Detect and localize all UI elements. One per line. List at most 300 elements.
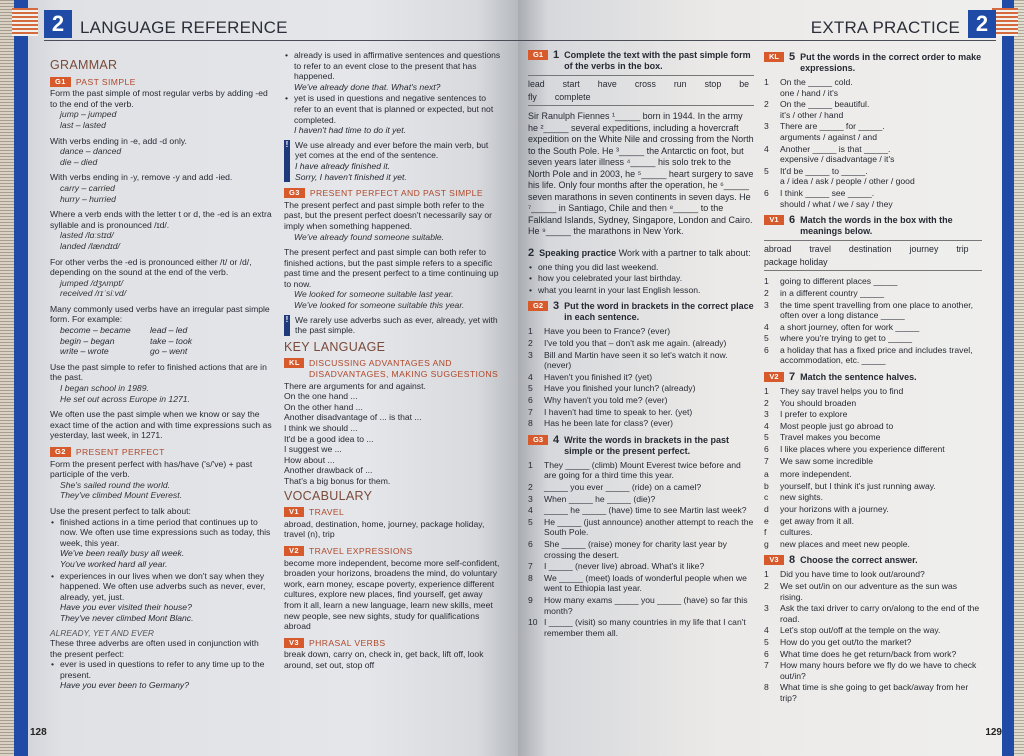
exercise-instruction: Match the words in the box with the meanings below. bbox=[800, 215, 953, 237]
v2-text: become more independent, become more self-confident, broaden your horizons, broadens the mind, do voluntary work, earn money, escape poverty, experience different cultures, explore new places, find yourself, get away from it all, learn a new language, learn new skills, meet new people, see new sights, study for qualifications abroad bbox=[284, 557, 500, 632]
box-word: be bbox=[739, 79, 750, 89]
item-text: where you're trying to get to _____ bbox=[780, 333, 913, 344]
example: jump – jumped bbox=[60, 109, 117, 120]
example: hurry – hurried bbox=[60, 193, 116, 204]
example: lasted /lɑːstɪd/ bbox=[60, 230, 114, 241]
item-number: 6 bbox=[764, 444, 769, 455]
list-item bbox=[528, 418, 754, 429]
item-text: more independent. bbox=[780, 469, 852, 480]
list-item bbox=[528, 595, 754, 616]
item-text: Have you finished your lunch? (already) bbox=[544, 383, 696, 394]
g1-p3: With verbs ending in -y, remove -y and add -ied. bbox=[50, 172, 233, 183]
list-item bbox=[60, 659, 272, 691]
kl-line: How about ... bbox=[284, 454, 335, 465]
page-number: 128 bbox=[30, 727, 47, 738]
item-number: 5 bbox=[764, 333, 769, 344]
item-text: How many exams _____ you _____ (have) so far this month? bbox=[544, 594, 748, 616]
item-text: I've told you that – don't ask me again. (already) bbox=[544, 338, 727, 349]
kl-title: DISCUSSING ADVANTAGES AND DISADVANTAGES, MAKING SUGGESTIONS bbox=[309, 358, 499, 380]
item-text: They say travel helps you to find bbox=[780, 386, 904, 397]
item-text: I prefer to explore bbox=[780, 409, 848, 420]
box-word: have bbox=[597, 79, 617, 89]
box-word: destination bbox=[848, 244, 892, 255]
example: jumped /dʒʌmpt/ bbox=[60, 277, 124, 288]
bullet-text: finished actions in a time period that continues up to now. We often use time expressions such as today, this week, this year. bbox=[60, 516, 271, 548]
list-item bbox=[528, 517, 754, 538]
g3-tag: G3 bbox=[284, 188, 305, 198]
v3-text: break down, carry on, check in, get back, lift off, look around, set out, stop off bbox=[284, 649, 484, 670]
g2-tag: G2 bbox=[50, 447, 71, 457]
item-text: He _____ (just announce) another attempt to reach the South Pole. bbox=[544, 516, 754, 538]
left-column-2 bbox=[284, 50, 502, 670]
bullet-text: yet is used in questions and negative sentences to refer to an event that is planned or expected, but not completed. bbox=[294, 93, 494, 125]
item-number: 6 bbox=[764, 344, 769, 355]
item-number: 2 bbox=[528, 338, 533, 349]
list-item bbox=[764, 121, 982, 142]
list-item bbox=[528, 460, 754, 481]
item-number: 7 bbox=[528, 561, 533, 572]
kl-line: On the other hand ... bbox=[284, 401, 363, 412]
g2-p3: These three adverbs are often used in conjunction with the present perfect: bbox=[50, 638, 259, 659]
item-number: 4 bbox=[764, 625, 769, 636]
item-text: On the _____ beautiful. bbox=[780, 99, 870, 110]
kl-tag: KL bbox=[764, 52, 784, 62]
list-item bbox=[764, 188, 982, 209]
g1-p6: Many commonly used verbs have an irregular past simple form. For example: bbox=[50, 303, 270, 325]
page-edge bbox=[0, 0, 14, 756]
right-page bbox=[518, 0, 1024, 756]
list-item bbox=[528, 573, 754, 594]
item-number: 4 bbox=[764, 143, 769, 154]
list-item bbox=[764, 456, 982, 467]
item-text: How many hours before we fly do we have to check out/in? bbox=[780, 660, 977, 681]
list-item bbox=[764, 603, 982, 624]
adverbs-list-continued bbox=[284, 50, 502, 136]
box-word: trip bbox=[956, 244, 969, 255]
item-text: You should broaden bbox=[780, 397, 857, 408]
list-item bbox=[528, 494, 754, 505]
list-item bbox=[764, 569, 982, 580]
item-number: 10 bbox=[528, 617, 538, 628]
item-text: On the _____ cold. bbox=[780, 77, 853, 87]
v2-tag: V2 bbox=[764, 372, 784, 382]
exercise-number: 1 bbox=[553, 49, 560, 61]
item-number: 1 bbox=[764, 569, 769, 580]
item-number: 3 bbox=[764, 603, 769, 614]
list-item bbox=[528, 617, 754, 638]
item-text: Travel makes you become bbox=[780, 432, 881, 443]
stripe-decoration-icon bbox=[12, 8, 38, 36]
item-text: Another _____ is that _____. bbox=[780, 143, 891, 154]
vocabulary-heading: VOCABULARY bbox=[284, 488, 373, 503]
item-text: _____ you ever _____ (ride) on a camel? bbox=[544, 482, 702, 492]
list-item bbox=[528, 372, 754, 383]
irregular-verbs-list bbox=[50, 325, 272, 357]
item-number: 6 bbox=[764, 648, 769, 659]
box-word: fly bbox=[528, 91, 537, 102]
kl-line: There are arguments for and against. bbox=[284, 380, 426, 391]
item-text: Has he been late for class? (ever) bbox=[544, 418, 673, 429]
note-text: We use already and ever before the main verb, but yet comes at the end of the sentence. bbox=[295, 139, 489, 161]
exercise-number: 3 bbox=[553, 300, 560, 313]
list-item bbox=[764, 432, 982, 443]
g1-heading bbox=[50, 77, 272, 88]
example: Have you ever visited their house? bbox=[60, 602, 192, 613]
irregular-verb: take – took bbox=[150, 335, 193, 346]
g3-p1: The present perfect and past simple both refer to the past, but the present perfect doesn't necessarily say or imply when something happened. bbox=[284, 199, 493, 231]
item-text: She _____ (raise) money for charity last year by crossing the desert. bbox=[544, 538, 727, 560]
example: carry – carried bbox=[60, 182, 115, 193]
v1-tag: V1 bbox=[764, 215, 784, 225]
exercise-8-heading bbox=[764, 555, 982, 566]
item-letter: a bbox=[764, 469, 769, 480]
box-word: cross bbox=[634, 79, 656, 89]
g1-p1: Form the past simple of most regular verbs by adding -ed to the end of the verb. bbox=[50, 88, 268, 109]
header-divider bbox=[44, 40, 518, 41]
item-number: 5 bbox=[528, 383, 533, 394]
item-text: What time is she going to get back/away from her trip? bbox=[780, 682, 969, 703]
already-yet-ever-heading: ALREADY, YET AND EVER bbox=[50, 627, 154, 638]
list-item bbox=[764, 333, 982, 344]
box-word: start bbox=[562, 79, 580, 89]
example: I have already finished it. bbox=[295, 160, 391, 171]
page-edge bbox=[1014, 0, 1024, 756]
list-item bbox=[764, 492, 982, 503]
exercise-8-list bbox=[764, 569, 982, 703]
item-text: I think _____ see _____. bbox=[780, 187, 875, 198]
exercise-6-list bbox=[764, 276, 982, 366]
exercise-6-heading bbox=[764, 215, 982, 237]
example: We've been really busy all week. bbox=[60, 548, 185, 559]
item-text: your horizons with a journey. bbox=[780, 504, 889, 514]
g1-p8: We often use the past simple when we know or say the exact time of the action and with time expressions such as yesterday, last week, in 1271. bbox=[50, 409, 272, 441]
item-number: 2 bbox=[764, 580, 769, 591]
grammar-heading: GRAMMAR bbox=[50, 58, 118, 72]
list-item bbox=[764, 682, 982, 703]
list-item bbox=[528, 338, 754, 349]
adverbs-list bbox=[50, 659, 272, 691]
list-item bbox=[294, 93, 502, 135]
note-text: We rarely use adverbs such as ever, already, yet with the past simple. bbox=[295, 314, 498, 336]
kl-line: I think we should ... bbox=[284, 423, 358, 433]
item-text: in a different country _____ bbox=[780, 287, 884, 298]
exercise-5-heading bbox=[764, 52, 982, 74]
item-text: How do you get out/to the market? bbox=[780, 636, 912, 647]
example: We've already found someone suitable. bbox=[294, 231, 445, 242]
kl-tag: KL bbox=[284, 358, 304, 368]
kl-line: Another drawback of ... bbox=[284, 465, 373, 476]
irregular-verb: write – wrote bbox=[60, 346, 109, 357]
item-number: 5 bbox=[764, 165, 769, 176]
item-text: We set out/in on our adventure as the sun was rising. bbox=[780, 580, 958, 602]
item-letter: g bbox=[764, 538, 769, 549]
v3-heading bbox=[284, 638, 502, 649]
list-item bbox=[764, 469, 982, 480]
list-item bbox=[764, 99, 982, 120]
example: Have you ever been to Germany? bbox=[60, 680, 189, 691]
bullet-text: ever is used in questions to refer to any time up to the present. bbox=[60, 659, 265, 680]
item-text: cultures. bbox=[780, 527, 813, 538]
item-text: Did you have time to look out/around? bbox=[780, 569, 925, 580]
example: I haven't had time to do it yet. bbox=[294, 125, 406, 136]
list-item bbox=[764, 581, 982, 602]
bullet-text: already is used in affirmative sentences and questions to refer to an event close to the present that has happened. bbox=[294, 50, 501, 82]
list-item bbox=[764, 649, 982, 660]
item-number: 1 bbox=[528, 326, 533, 337]
list-item bbox=[528, 505, 754, 516]
example: They've climbed Mount Everest. bbox=[60, 490, 183, 501]
note-box bbox=[284, 140, 502, 182]
list-item bbox=[528, 539, 754, 560]
list-item bbox=[764, 77, 982, 98]
exercise-2-heading bbox=[528, 248, 754, 259]
list-item bbox=[764, 288, 982, 299]
irregular-verb: go – went bbox=[150, 346, 188, 357]
list-item bbox=[528, 407, 754, 418]
kl-heading bbox=[284, 358, 502, 379]
item-text: What time does he get return/back from work? bbox=[780, 648, 957, 659]
item-text: They _____ (climb) Mount Everest twice before and are going for a third time this year. bbox=[544, 459, 741, 481]
list-item bbox=[528, 383, 754, 394]
header-divider bbox=[518, 40, 996, 41]
item-text: get away from it all. bbox=[780, 515, 855, 526]
example: landed /lændɪd/ bbox=[60, 240, 120, 251]
list-item bbox=[528, 482, 754, 493]
example: We've looked for someone suitable this year. bbox=[294, 300, 465, 311]
item-number: 3 bbox=[528, 349, 533, 360]
exercise-1-heading bbox=[528, 50, 754, 72]
item-letter: e bbox=[764, 515, 769, 526]
g1-p4: Where a verb ends with the letter t or d, the -ed is an extra syllable and is pronounced /ɪd/. bbox=[50, 209, 272, 230]
list-item bbox=[60, 571, 272, 624]
item-text: Why haven't you told me? (ever) bbox=[544, 395, 668, 406]
item-number: 3 bbox=[528, 493, 533, 504]
list-item bbox=[764, 660, 982, 681]
key-language-heading: KEY LANGUAGE bbox=[284, 339, 386, 354]
item-text: going to different places _____ bbox=[780, 276, 898, 287]
list-item bbox=[294, 50, 502, 92]
item-text: Ask the taxi driver to carry on/along to the end of the road. bbox=[780, 603, 980, 624]
item-text: We saw some incredible bbox=[780, 455, 873, 466]
v2-title: TRAVEL EXPRESSIONS bbox=[309, 545, 413, 556]
list-item bbox=[528, 561, 754, 572]
g1-p2: With verbs ending in -e, add -d only. bbox=[50, 135, 187, 146]
item-letter: f bbox=[764, 527, 767, 538]
exercise-4-list bbox=[528, 460, 754, 639]
exercise-3-list bbox=[528, 326, 754, 428]
page-number: 129 bbox=[985, 727, 1002, 738]
box-word: run bbox=[673, 79, 687, 89]
box-word: complete bbox=[554, 91, 591, 102]
list-item bbox=[764, 300, 982, 321]
list-item bbox=[764, 504, 982, 515]
exercise-number: 4 bbox=[553, 433, 560, 446]
item-number: 2 bbox=[764, 397, 769, 408]
list-item bbox=[764, 527, 982, 538]
item-text: Most people just go abroad to bbox=[780, 420, 894, 431]
list-item: • how you celebrated your last birthday. bbox=[538, 273, 754, 284]
exercise-instruction: Put the word in brackets in the correct place in each sentence. bbox=[564, 301, 754, 323]
irregular-verb: become – became bbox=[60, 325, 131, 336]
item-letter: d bbox=[764, 504, 769, 514]
g3-title: PRESENT PERFECT AND PAST SIMPLE bbox=[309, 188, 483, 199]
example: He set out across Europe in 1271. bbox=[60, 393, 190, 404]
v3-tag: V3 bbox=[764, 555, 784, 565]
item-number: 2 bbox=[764, 99, 769, 110]
item-text: There are _____ for _____. bbox=[780, 121, 885, 132]
example: last – lasted bbox=[60, 119, 106, 130]
item-text: a holiday that has a fixed price and includes travel, accommodation, etc. _____ bbox=[780, 344, 973, 366]
list-item bbox=[764, 637, 982, 648]
item-words: expensive / disadvantage / it's bbox=[780, 154, 895, 165]
item-number: 8 bbox=[764, 682, 769, 693]
item-text: yourself, but I think it's just running away. bbox=[780, 480, 936, 491]
exercise-5-list bbox=[764, 77, 982, 209]
exclamation-icon: ! bbox=[284, 140, 290, 182]
item-number: 7 bbox=[764, 660, 769, 671]
v3-tag: V3 bbox=[284, 638, 304, 648]
exercise-number: 2 bbox=[528, 246, 535, 259]
right-column-2 bbox=[764, 46, 982, 705]
list-item bbox=[764, 398, 982, 409]
irregular-verb: lead – led bbox=[150, 325, 188, 336]
page-title: LANGUAGE REFERENCE bbox=[80, 18, 288, 37]
list-item bbox=[764, 345, 982, 366]
example: They've never climbed Mont Blanc. bbox=[60, 612, 194, 623]
item-words: arguments / against / and bbox=[780, 131, 877, 142]
example: I began school in 1989. bbox=[60, 383, 149, 394]
item-number: 4 bbox=[764, 420, 769, 431]
g3-p2: The present perfect and past simple can both refer to finished actions, but the past simple refers to a specific past time and the present perfect to a time continuing up to now. bbox=[284, 247, 499, 289]
exercise-7-endings bbox=[764, 469, 982, 549]
item-text: Let's stop out/off at the temple on the way. bbox=[780, 625, 941, 636]
exercise-instruction: Write the words in brackets in the past simple or the present perfect. bbox=[564, 434, 729, 456]
kl-line: Another disadvantage of ... is that ... bbox=[284, 412, 422, 423]
item-number: 5 bbox=[764, 636, 769, 647]
exercise-number: 6 bbox=[789, 214, 796, 227]
right-column-1 bbox=[528, 44, 754, 639]
page-title: EXTRA PRACTICE bbox=[810, 18, 960, 37]
g1-tag: G1 bbox=[50, 77, 71, 87]
item-number: 6 bbox=[764, 187, 769, 198]
g3-tag: G3 bbox=[528, 435, 548, 445]
exercise-instruction: Choose the correct answer. bbox=[800, 555, 918, 566]
exercise-number: 7 bbox=[789, 371, 796, 384]
g1-title: PAST SIMPLE bbox=[75, 76, 136, 87]
exercise-instruction: Put the words in the correct order to make expressions. bbox=[800, 52, 982, 73]
exercise-number: 8 bbox=[789, 554, 796, 567]
exercise-3-heading bbox=[528, 301, 754, 323]
list-item bbox=[528, 350, 754, 371]
exercise-7-heading bbox=[764, 372, 982, 383]
item-text: I like places where you experience different bbox=[780, 444, 945, 455]
item-number: 2 bbox=[764, 287, 769, 298]
box-word: journey bbox=[909, 244, 939, 255]
item-number: 4 bbox=[528, 505, 533, 516]
item-text: a short journey, often for work _____ bbox=[780, 321, 920, 332]
item-text: the time spent travelling from one place to another, often over a long distance _____ bbox=[780, 299, 973, 321]
item-number: 1 bbox=[764, 386, 769, 397]
example: We looked for someone suitable last year. bbox=[294, 289, 454, 300]
v1-heading bbox=[284, 507, 502, 518]
list-item bbox=[764, 421, 982, 432]
list-item bbox=[60, 517, 272, 570]
exclamation-icon: ! bbox=[284, 315, 290, 336]
exercise-instruction: Work with a partner to talk about: bbox=[618, 247, 751, 258]
item-number: 9 bbox=[528, 594, 533, 605]
list-item: • what you learnt in your last English lesson. bbox=[538, 285, 754, 296]
list-item bbox=[764, 386, 982, 397]
item-number: 7 bbox=[764, 455, 769, 466]
example: You've worked hard all year. bbox=[60, 558, 168, 569]
v3-title: PHRASAL VERBS bbox=[309, 637, 386, 648]
list-item bbox=[764, 625, 982, 636]
g2-tag: G2 bbox=[528, 301, 548, 311]
v1-text: abroad, destination, home, journey, package holiday, travel (n), trip bbox=[284, 518, 485, 540]
list-item bbox=[764, 322, 982, 333]
item-number: 5 bbox=[528, 516, 533, 527]
example: received /rɪˈsiːvd/ bbox=[60, 288, 127, 299]
v2-heading bbox=[284, 546, 502, 557]
exercise-1-text: Sir Ranulph Fiennes ¹_____ born in 1944. In the army he ²_____ several expeditions, including a hovercraft expedition on the White Nile and crossing from the North to the South Pole. He ³_____ the Antarctic on foot, but seven years later illness ⁴_____ his solo trek to the North Pole and in 2003, he ⁵_____ heart surgery to save his life. Only four months after the operation, he ⁶_____ seven marathons in seven continents in seven days. He ⁷_____ in Santiago, Chile and then ⁸_____ to the Falkland Islands, Sydney, Singapore, London and Cairo. He ⁹_____ the marathons in New York. bbox=[528, 111, 754, 237]
item-number: 2 bbox=[528, 482, 533, 492]
g2-p2: Use the present perfect to talk about: bbox=[50, 505, 191, 516]
item-number: 1 bbox=[764, 276, 769, 287]
item-text: It'd be _____ to _____. bbox=[780, 165, 868, 176]
list-item: • one thing you did last weekend. bbox=[538, 262, 754, 273]
item-number: 3 bbox=[764, 409, 769, 420]
box-word: travel bbox=[809, 244, 831, 255]
item-number: 4 bbox=[764, 321, 769, 332]
exercise-number: 5 bbox=[789, 51, 796, 63]
unit-edge-bar bbox=[1002, 0, 1014, 756]
item-number: 8 bbox=[528, 418, 533, 429]
item-number: 3 bbox=[764, 299, 769, 310]
item-number: 8 bbox=[528, 572, 533, 583]
item-text: I haven't had time to speak to her. (yet) bbox=[544, 406, 693, 417]
list-item bbox=[764, 516, 982, 527]
exercise-label: Speaking practice bbox=[539, 247, 617, 258]
irregular-verb: begin – began bbox=[60, 335, 115, 346]
item-number: 5 bbox=[764, 432, 769, 443]
g2-title: PRESENT PERFECT bbox=[75, 447, 165, 457]
list-item bbox=[764, 409, 982, 420]
g1-p5: For other verbs the -ed is pronounced either /t/ or /d/, depending on the sound at the end of the verb. bbox=[50, 256, 252, 278]
kl-line: That's a big bonus for them. bbox=[284, 475, 391, 486]
item-words: it's / other / hand bbox=[780, 109, 844, 120]
item-words: should / what / we / say / they bbox=[780, 198, 893, 209]
item-words: one / hand / it's bbox=[780, 87, 839, 98]
item-number: 6 bbox=[528, 395, 533, 406]
list-item bbox=[764, 276, 982, 287]
item-words: a / idea / ask / people / other / good bbox=[780, 176, 915, 187]
list-item bbox=[764, 444, 982, 455]
note-box bbox=[284, 315, 502, 336]
item-text: We _____ (meet) loads of wonderful people when we went to Ethiopia last year. bbox=[544, 572, 747, 594]
left-column-1 bbox=[50, 56, 272, 695]
item-number: 1 bbox=[764, 77, 769, 87]
kl-line: On the one hand ... bbox=[284, 391, 358, 402]
unit-edge-bar bbox=[14, 0, 28, 756]
v1-tag: V1 bbox=[284, 507, 304, 517]
item-text: When _____ he _____ (die)? bbox=[544, 493, 656, 504]
list-item bbox=[764, 144, 982, 165]
item-number: 7 bbox=[528, 406, 533, 417]
list-item bbox=[764, 481, 982, 492]
item-text: new places and meet new people. bbox=[780, 538, 910, 549]
list-item bbox=[528, 395, 754, 406]
g2-heading bbox=[50, 447, 272, 458]
